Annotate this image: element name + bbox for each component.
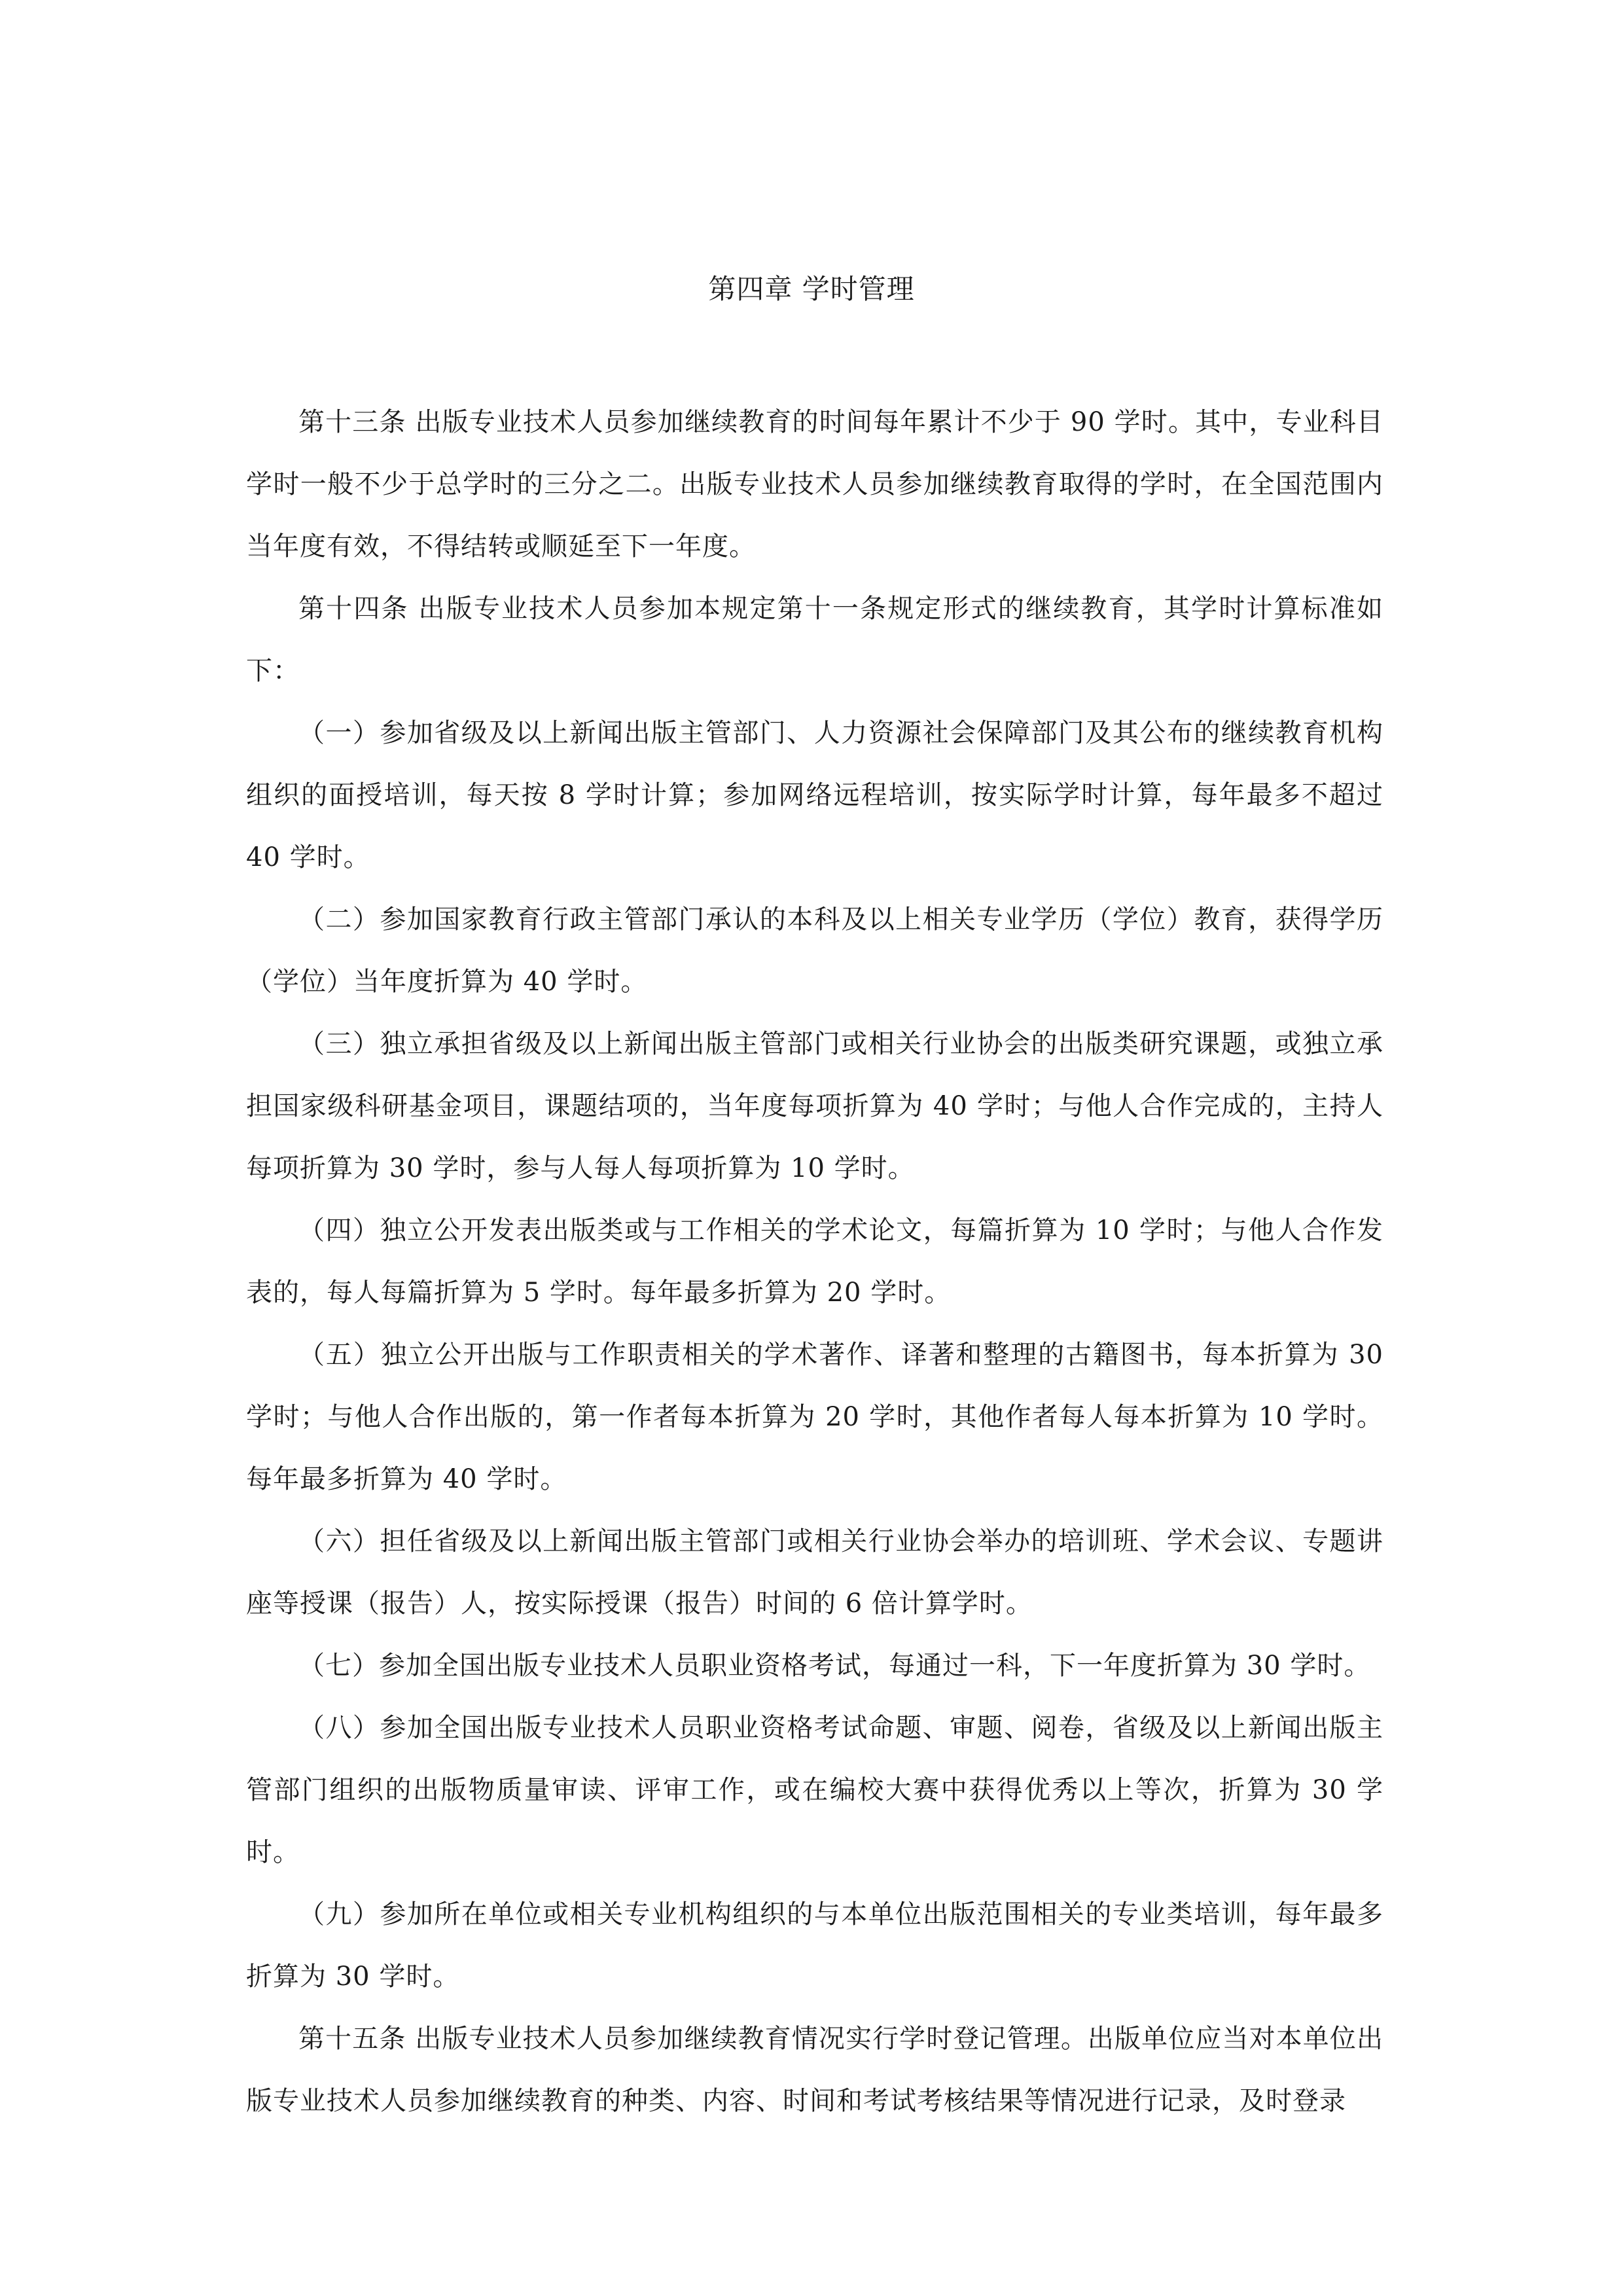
document-body — [246, 391, 1383, 2132]
item-8-paragraph: （八）参加全国出版专业技术人员职业资格考试命题、审题、阅卷，省级及以上新闻出版主管部门组织的出版物质量审读、评审工作，或在编校大赛中获得优秀以上等次，折算为 30 学时。 — [246, 1713, 1383, 1867]
item-6-paragraph: （六）担任省级及以上新闻出版主管部门或相关行业协会举办的培训班、学术会议、专题讲座等授课（报告）人，按实际授课（报告）时间的 6 倍计算学时。 — [246, 1526, 1383, 1619]
item-2-paragraph: （二）参加国家教育行政主管部门承认的本科及以上相关专业学历（学位）教育，获得学历（学位）当年度折算为 40 学时。 — [246, 905, 1383, 997]
article-14-paragraph: 第十四条 出版专业技术人员参加本规定第十一条规定形式的继续教育，其学时计算标准如下： — [246, 594, 1383, 686]
item-7-paragraph: （七）参加全国出版专业技术人员职业资格考试，每通过一科，下一年度折算为 30 学时。 — [298, 1651, 1371, 1681]
item-9-paragraph: （九）参加所在单位或相关专业机构组织的与本单位出版范围相关的专业类培训，每年最多折算为 30 学时。 — [246, 1899, 1383, 1992]
item-3-paragraph: （三）独立承担省级及以上新闻出版主管部门或相关行业协会的出版类研究课题，或独立承担国家级科研基金项目，课题结项的，当年度每项折算为 40 学时；与他人合作完成的，主持人每项折算为 30 学时，参与人每人每项折算为 10 学时。 — [246, 1029, 1383, 1183]
article-15-paragraph: 第十五条 出版专业技术人员参加继续教育情况实行学时登记管理。出版单位应当对本单位出版专业技术人员参加继续教育的种类、内容、时间和考试考核结果等情况进行记录，及时登录 — [246, 2024, 1383, 2116]
item-4-paragraph: （四）独立公开发表出版类或与工作相关的学术论文，每篇折算为 10 学时；与他人合作发表的，每人每篇折算为 5 学时。每年最多折算为 20 学时。 — [246, 1215, 1383, 1308]
chapter-title: 第四章 学时管理 — [708, 273, 915, 305]
item-1-paragraph: （一）参加省级及以上新闻出版主管部门、人力资源社会保障部门及其公布的继续教育机构组织的面授培训，每天按 8 学时计算；参加网络远程培训，按实际学时计算，每年最多不超过 40 学时。 — [246, 718, 1383, 872]
article-13-paragraph: 第十三条 出版专业技术人员参加继续教育的时间每年累计不少于 90 学时。其中，专业科目学时一般不少于总学时的三分之二。出版专业技术人员参加继续教育取得的学时，在全国范围内当年度有效，不得结转或顺延至下一年度。 — [246, 407, 1383, 562]
item-5-paragraph: （五）独立公开出版与工作职责相关的学术著作、译著和整理的古籍图书，每本折算为 30 学时；与他人合作出版的，第一作者每本折算为 20 学时，其他作者每人每本折算为 10 学时。每年最多折算为 40 学时。 — [246, 1340, 1383, 1494]
